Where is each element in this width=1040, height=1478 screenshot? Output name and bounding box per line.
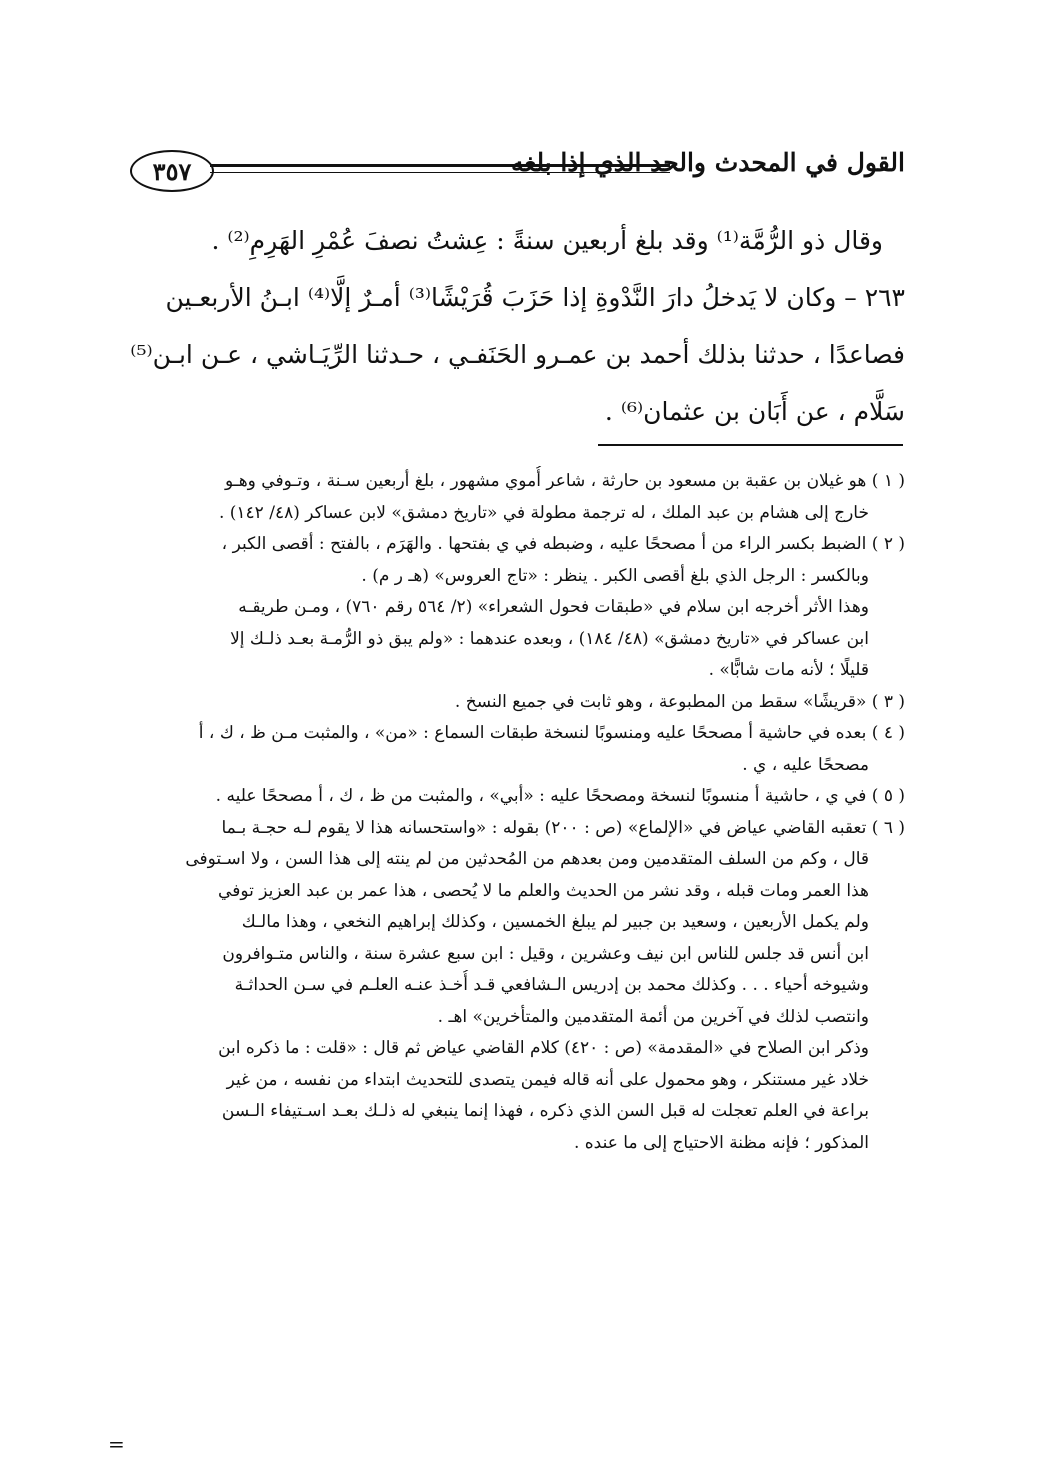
- footnote-line: قليلًا ؛ لأنه مات شابًّا» .: [708, 660, 869, 680]
- footnote-line: خلاد غير مستنكر ، وهو محمول على أنه قاله فيمن يتصدى للتحديث ابتداء من نفسه ، من غير: [226, 1069, 869, 1090]
- footnote-line: ابن أنس قد جلس للناس ابن نيف وعشرين ، وقيل : ابن سبع عشرة سنة ، والناس متـوافرون: [222, 943, 869, 964]
- footnote-separator: [598, 444, 903, 446]
- footnote-line: ( ٣ ) «قريشًا» سقط من المطبوعة ، وهو ثابت في جميع النسخ .: [454, 691, 905, 712]
- footnote-line: ( ٥ ) في ي ، حاشية أ منسوبًا لنسخة ومصححًا عليه : «أبي» ، والمثبت من ظ ، ك ، أ مصححًا عليه .: [215, 786, 905, 806]
- footnote-line: المذكور ؛ فإنه مظنة الاحتياج إلى ما عنده .: [573, 1132, 869, 1153]
- footnote-line: ( ١ ) هو غيلان بن عقبة بن مسعود بن حارثة ، شاعر أُموي مشهور ، بلغ أربعين سـنة ، وتـوفي وهـو: [224, 471, 905, 491]
- footnote-line: وبالكسر : الرجل الذي بلغ أقصى الكبر . ينظر : «تاج العروس» (هـ ر م) .: [361, 565, 869, 586]
- footnote-line: براعة في العلم تعجلت له قبل السن الذي ذكره ، فهذا إنما ينبغي له ذلـك بعـد اسـتيفاء الـسن: [221, 1101, 869, 1121]
- footnote-line: ابن عساكر في «تاريخ دمشق» (٤٨/ ١٨٤) ، وبعده عندهما : «ولم يبق ذو الرُّمـة بعـد ذلـك إلا: [230, 628, 869, 649]
- main-text-line: سَلَّام ، عن أَبَان بن عثمان⁽⁶⁾ .: [604, 397, 905, 426]
- continuation-mark: =: [108, 1432, 125, 1456]
- main-text-line: وقال ذو الرُّمَّة⁽¹⁾ وقد بلغ أربعين سنةً : عِشتُ نصفَ عُمْرِ الهَرِمِ⁽²⁾ .: [211, 226, 883, 255]
- footnote-line: وذكر ابن الصلاح في «المقدمة» (ص : ٤٢٠) كلام القاضي عياض ثم قال : «قلت : ما ذكره ابن: [218, 1038, 869, 1058]
- footnote-line: وهذا الأثر أخرجه ابن سلام في «طبقات فحول الشعراء» (٢/ ٥٦٤ رقم ٧٦٠) ، ومـن طريقـه: [238, 597, 869, 617]
- running-title: القول في المحدث والحد الذي إذا بلغه: [511, 148, 905, 177]
- footnote-line: هذا العمر ومات قبله ، وقد نشر من الحديث والعلم ما لا يُحصى ، هذا عمر بن عبد العزيز توفي: [218, 880, 869, 901]
- footnotes: [128, 466, 905, 1159]
- page-number: ٣٥٧: [130, 150, 214, 192]
- footnote-line: وشيوخه أحياء . . . وكذلك محمد بن إدريس الـشافعي قـد أُخـذ عنـه العلـم في سـن الحداثـة: [234, 975, 869, 995]
- page-header: [120, 148, 905, 198]
- footnote-line: ولم يكمل الأربعين ، وسعيد بن جبير لم يبلغ الخمسين ، وكذلك إبراهيم النخعي ، وهذا مالـك: [241, 912, 869, 932]
- footnote-line: خارج إلى هشام بن عبد الملك ، له ترجمة مطولة في «تاريخ دمشق» لابن عساكر (٤٨/ ١٤٢) .: [218, 502, 869, 523]
- footnote-line: وانتصب لذلك في آخرين من أئمة المتقدمين والمتأخرين» اهـ .: [437, 1006, 869, 1027]
- footnote-line: ( ٤ ) بعده في حاشية أ مصححًا عليه ومنسوبًا لنسخة طبقات السماع : «من» ، والمثبت مـن ظ ، ك ، أ: [198, 723, 905, 743]
- main-text-line: ٢٦٣ – وكان لا يَدخلُ دارَ النَّدْوةِ إذا حَزَبَ قُرَيْشًا⁽³⁾ أمـرٌ إلَّا⁽⁴⁾ ابـنُ الأربعـين: [165, 283, 905, 312]
- footnote-line: ( ٦ ) تعقبه القاضي عياض في «الإلماع» (ص : ٢٠٠) بقوله : «واستحسانه هذا لا يقوم لـه حجـة بـما: [221, 817, 905, 838]
- footnote-line: ( ٢ ) الضبط بكسر الراء من أ مصححًا عليه ، وضبطه في ي بفتحها . والهَرَم ، بالفتح : أقصى الكبر ،: [221, 534, 905, 554]
- main-text: [128, 212, 905, 440]
- footnote-line: مصححًا عليه ، ي .: [742, 754, 869, 775]
- footnote-line: قال ، وكم من السلف المتقدمين ومن بعدهم من المُحدثين من لم ينته إلى هذا السن ، ولا اسـتوفى: [185, 849, 869, 869]
- main-text-line: فصاعدًا ، حدثنا بذلك أحمد بن عمـرو الحَنَفـي ، حـدثنا الرِّيَـاشي ، عـن ابـن⁽⁵⁾: [130, 340, 905, 369]
